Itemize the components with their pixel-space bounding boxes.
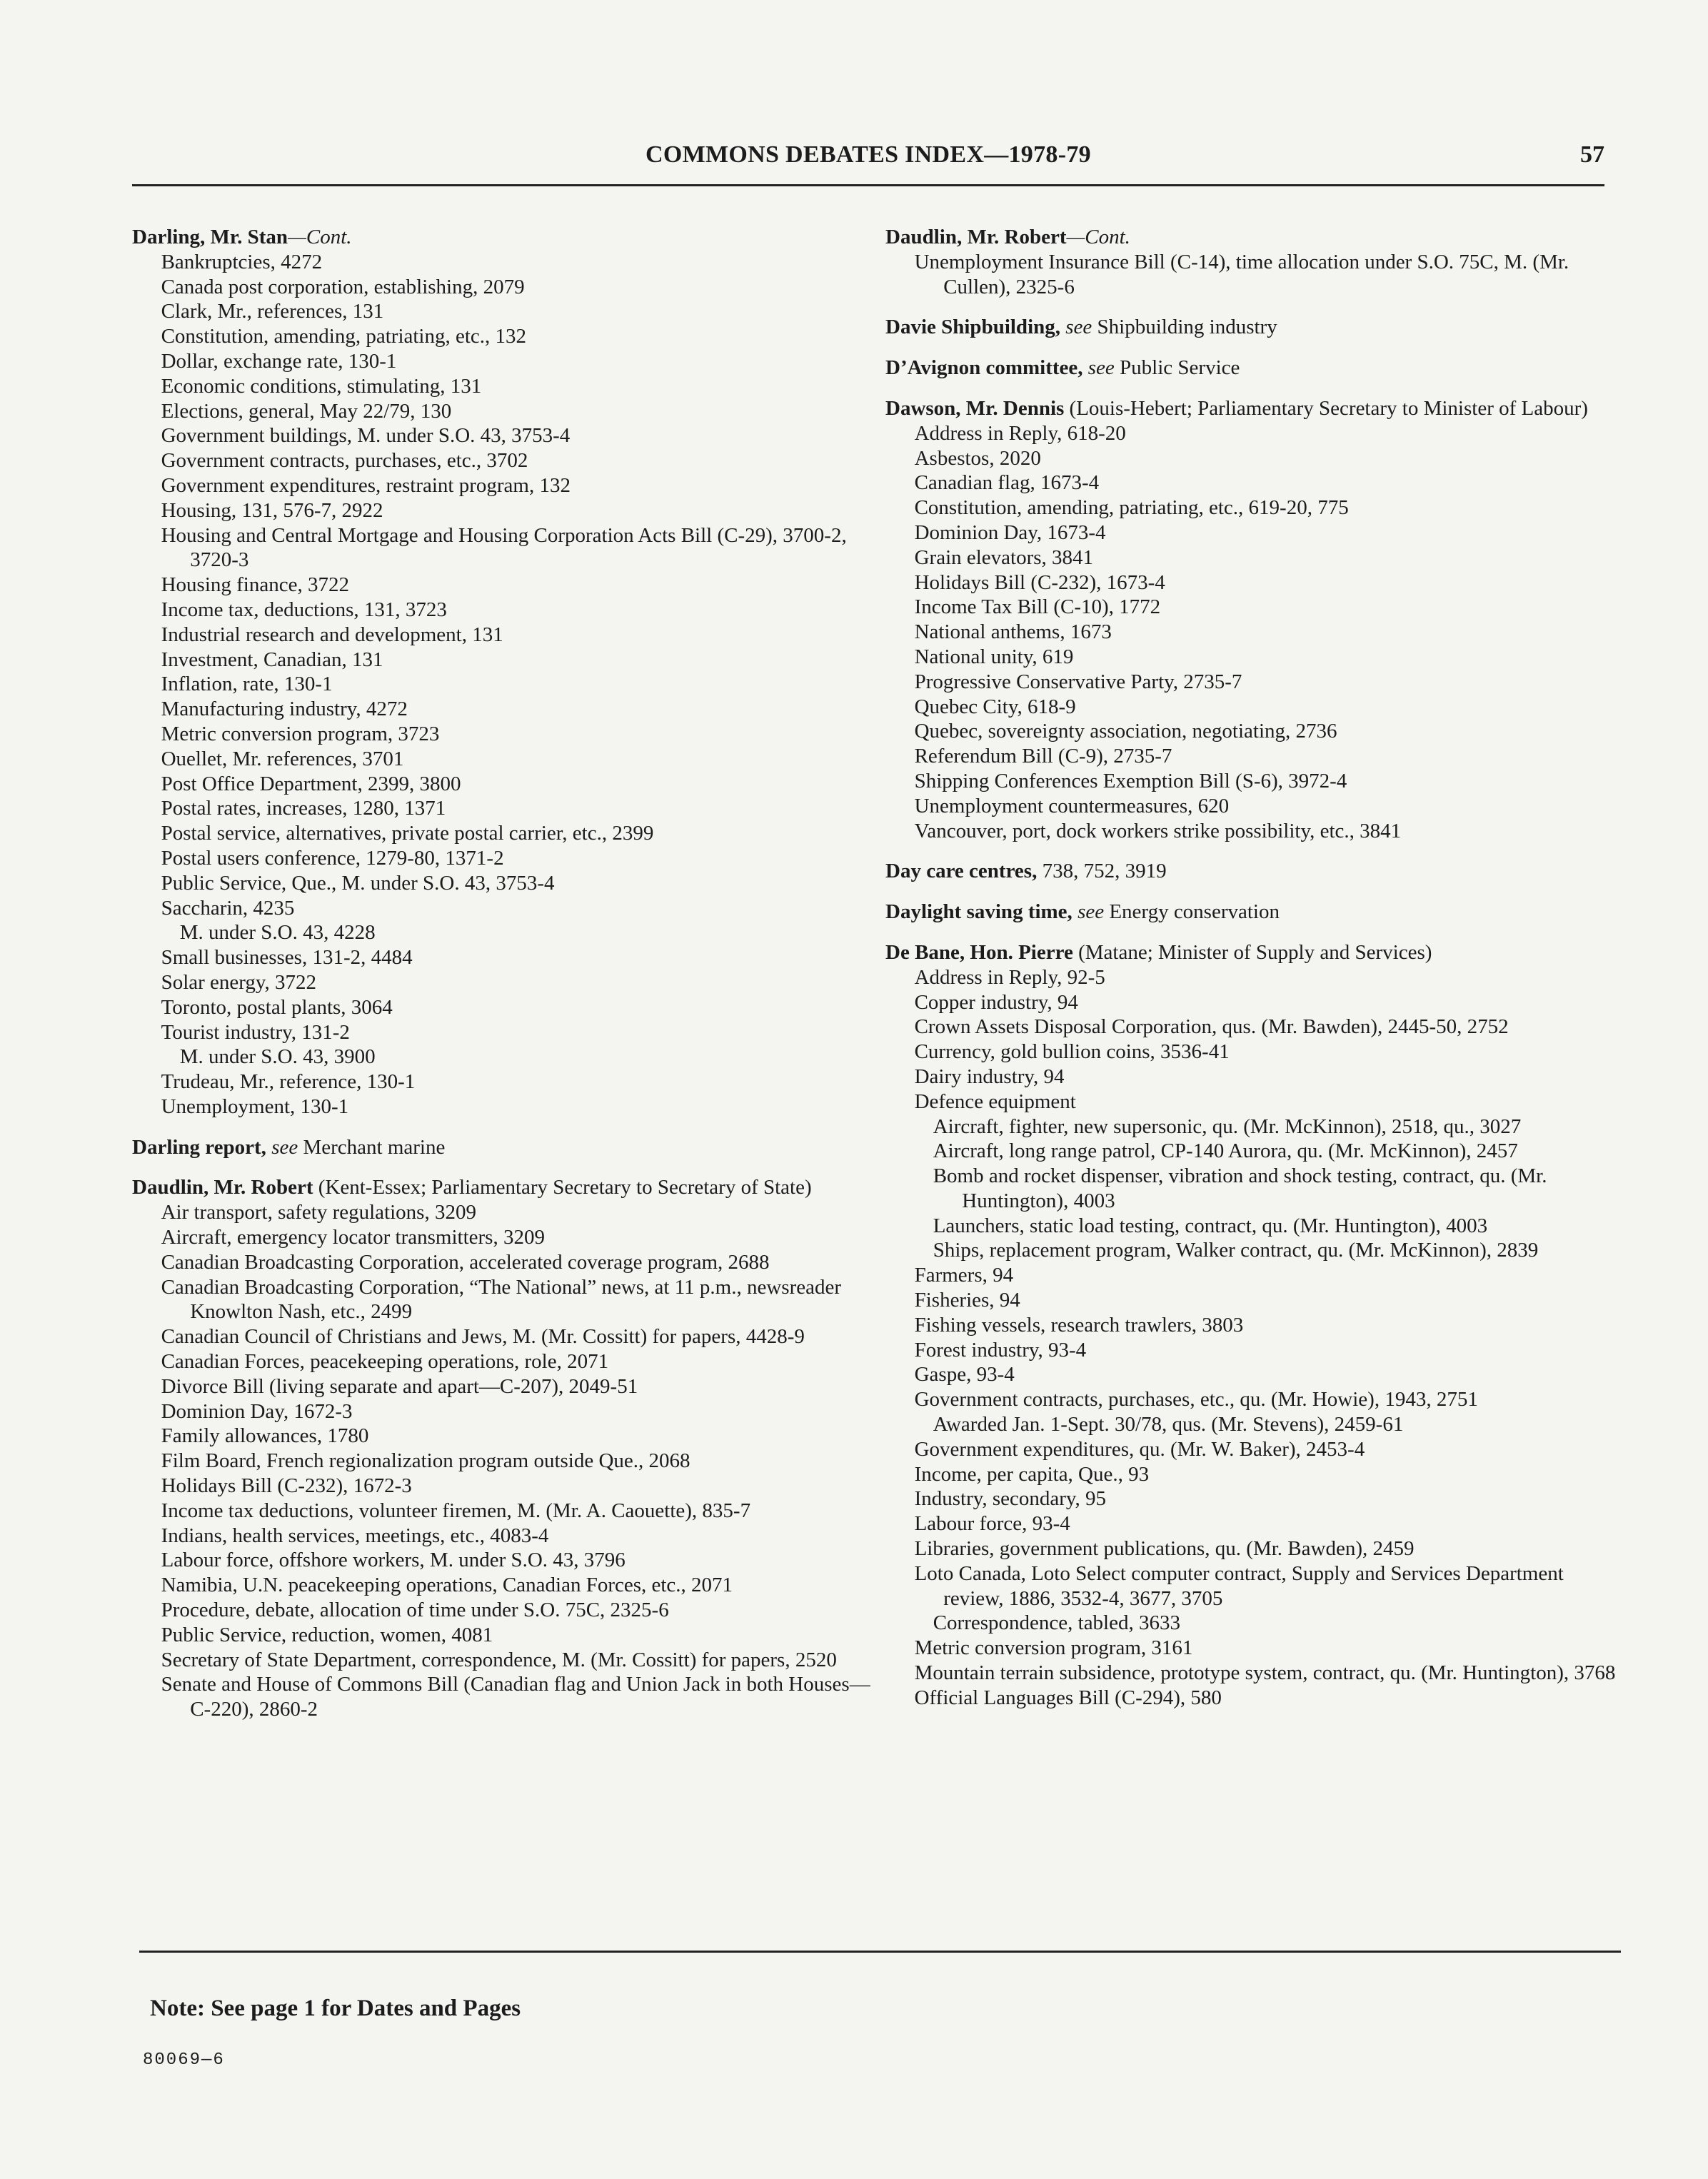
subentry: Constitution, amending, patriating, etc., 619-20, 775	[914, 496, 1349, 520]
entry-heading	[885, 396, 1624, 421]
index-entry	[132, 225, 889, 1119]
subentry: Senate and House of Commons Bill (Canadian flag and Union Jack in both Houses—C-220), 2860-2	[161, 1673, 870, 1721]
subentry: Copper industry, 94	[914, 990, 1078, 1014]
index-entry	[885, 356, 1624, 381]
subentry: Unemployment countermeasures, 620	[914, 794, 1230, 817]
sub-subentry: Ships, replacement program, Walker contract, qu. (Mr. McKinnon), 2839	[933, 1239, 1539, 1262]
subentry: Inflation, rate, 130-1	[161, 673, 333, 696]
subentry: Grain elevators, 3841	[914, 545, 1094, 569]
page-number: 57	[1580, 141, 1604, 168]
subentry: Industrial research and development, 131	[161, 623, 503, 646]
subentry: Family allowances, 1780	[161, 1424, 369, 1448]
header-rule	[132, 184, 1604, 186]
sub-subentry: M. under S.O. 43, 4228	[179, 921, 376, 945]
entry-heading	[885, 356, 1624, 381]
subentry: Income Tax Bill (C-10), 1772	[914, 595, 1161, 619]
subentry: Procedure, debate, allocation of time under S.O. 75C, 2325-6	[161, 1599, 669, 1622]
subentry: Holidays Bill (C-232), 1673-4	[914, 570, 1165, 594]
subentry: Government contracts, purchases, etc., 3702	[161, 449, 528, 473]
subentry: Clark, Mr., references, 131	[161, 300, 384, 323]
subentry: Mountain terrain subsidence, prototype system, contract, qu. (Mr. Huntington), 3768	[914, 1661, 1616, 1685]
subentry: Government buildings, M. under S.O. 43, 3753-4	[161, 424, 571, 448]
subentry: Namibia, U.N. peacekeeping operations, Canadian Forces, etc., 2071	[161, 1574, 733, 1597]
entry-name: Davie Shipbuilding,	[885, 316, 1060, 339]
subentry: Postal users conference, 1279-80, 1371-2	[161, 846, 504, 870]
entry-name: Darling, Mr. Stan	[132, 226, 288, 248]
subentry: Small businesses, 131-2, 4484	[161, 946, 413, 970]
entry-detail: (Louis-Hebert; Parliamentary Secretary to Minister of Labour)	[1069, 396, 1588, 420]
subentry: Bankruptcies, 4272	[161, 250, 323, 273]
subentry: Tourist industry, 131-2	[161, 1020, 350, 1044]
entry-heading	[132, 1135, 889, 1160]
sub-subentry: Launchers, static load testing, contract, qu. (Mr. Huntington), 4003	[933, 1214, 1488, 1237]
see-target: Merchant marine	[303, 1135, 446, 1159]
subentry: Referendum Bill (C-9), 2735-7	[914, 745, 1172, 768]
subentry: Indians, health services, meetings, etc., 4083-4	[161, 1524, 549, 1547]
subentry: National anthems, 1673	[914, 620, 1112, 644]
right-column	[885, 225, 1624, 1726]
subentry: Income tax deductions, volunteer firemen, M. (Mr. A. Caouette), 835-7	[161, 1499, 751, 1522]
subentry: Constitution, amending, patriating, etc., 132	[161, 325, 527, 348]
subentry: Metric conversion program, 3161	[914, 1636, 1193, 1660]
index-entry	[885, 940, 1624, 1711]
index-entry	[885, 396, 1624, 843]
footer-note: Note: See page 1 for Dates and Pages	[150, 1996, 521, 2021]
subentry: Fishing vessels, research trawlers, 3803	[914, 1313, 1244, 1337]
subentry: Solar energy, 3722	[161, 970, 317, 994]
entry-name: Daylight saving time,	[885, 900, 1072, 924]
subentry: Canadian Broadcasting Corporation, “The National” news, at 11 p.m., newsreader Knowlton Nash, etc., 2499	[161, 1275, 841, 1324]
subentry: Public Service, reduction, women, 4081	[161, 1623, 493, 1646]
subentry: Economic conditions, stimulating, 131	[161, 374, 482, 398]
continued-marker: —Cont.	[288, 226, 352, 248]
subentry: National unity, 619	[914, 645, 1074, 668]
subentry: Shipping Conferences Exemption Bill (S-6), 3972-4	[914, 769, 1347, 792]
subentry: Address in Reply, 92-5	[914, 965, 1105, 989]
subentry: Elections, general, May 22/79, 130	[161, 399, 452, 423]
running-title: COMMONS DEBATES INDEX—1978-79	[645, 141, 1091, 168]
subentry: Labour force, 93-4	[914, 1512, 1070, 1536]
sub-subentry: Aircraft, long range patrol, CP-140 Aurora, qu. (Mr. McKinnon), 2457	[933, 1139, 1518, 1163]
subentry: Farmers, 94	[914, 1264, 1014, 1287]
subentry: Loto Canada, Loto Select computer contract, Supply and Services Department review, 1886, 3532-4, 3677, 3705	[914, 1561, 1564, 1610]
subentry: Currency, gold bullion coins, 3536-41	[914, 1040, 1230, 1064]
see-target: Public Service	[1120, 356, 1240, 380]
subentry: Holidays Bill (C-232), 1672-3	[161, 1474, 412, 1498]
subentry: Fisheries, 94	[914, 1289, 1020, 1312]
footer-rule	[139, 1951, 1621, 1953]
entry-name: Dawson, Mr. Dennis	[885, 396, 1065, 420]
see-target: Energy conservation	[1109, 900, 1280, 924]
subentry: Crown Assets Disposal Corporation, qus. (Mr. Bawden), 2445-50, 2752	[914, 1015, 1509, 1039]
entry-detail: (Matane; Minister of Supply and Services)	[1078, 940, 1432, 964]
subentry: Defence equipment	[914, 1090, 1076, 1113]
subentry: Postal rates, increases, 1280, 1371	[161, 797, 446, 820]
subentry: Libraries, government publications, qu. (Mr. Bawden), 2459	[914, 1537, 1415, 1561]
subentry: Air transport, safety regulations, 3209	[161, 1201, 476, 1224]
index-entry	[885, 859, 1624, 884]
entry-name: Daudlin, Mr. Robert	[132, 1176, 313, 1199]
entry-name: Daudlin, Mr. Robert	[885, 226, 1067, 248]
subentry: Dominion Day, 1672-3	[161, 1399, 353, 1423]
subentry: Canadian Forces, peacekeeping operations, role, 2071	[161, 1350, 609, 1374]
subentry: Official Languages Bill (C-294), 580	[914, 1686, 1222, 1709]
entry-detail: 738, 752, 3919	[1042, 860, 1167, 883]
subentry: Canadian Broadcasting Corporation, accelerated coverage program, 2688	[161, 1250, 770, 1274]
subentry: Address in Reply, 618-20	[914, 421, 1126, 445]
subentry: Forest industry, 93-4	[914, 1338, 1087, 1362]
entry-detail: (Kent-Essex; Parliamentary Secretary to Secretary of State)	[318, 1176, 812, 1199]
subentry: Quebec, sovereignty association, negotiating, 2736	[914, 720, 1337, 743]
sub-subentry: M. under S.O. 43, 3900	[179, 1045, 376, 1069]
subentry: Postal service, alternatives, private postal carrier, etc., 2399	[161, 822, 654, 845]
page-header	[132, 141, 1604, 184]
continued-marker: —Cont.	[1066, 226, 1130, 248]
subentry: Dairy industry, 94	[914, 1065, 1065, 1088]
see-reference: see	[1087, 356, 1115, 380]
sub-subentry: Correspondence, tabled, 3633	[933, 1611, 1180, 1635]
document-code: 80069—6	[143, 2050, 225, 2070]
entry-name: Darling report,	[132, 1135, 266, 1159]
index-entry	[132, 1175, 889, 1722]
subentry: Canadian flag, 1673-4	[914, 471, 1100, 495]
left-column	[132, 225, 889, 1738]
subentry: Housing, 131, 576-7, 2922	[161, 498, 383, 522]
subentry: Trudeau, Mr., reference, 130-1	[161, 1070, 416, 1094]
see-reference: see	[1077, 900, 1105, 924]
subentry: Unemployment, 130-1	[161, 1094, 349, 1118]
subentry: Canada post corporation, establishing, 2079	[161, 275, 525, 298]
entry-name: Day care centres,	[885, 860, 1038, 883]
index-entry	[132, 1135, 889, 1160]
entry-heading	[132, 225, 889, 250]
index-entry	[885, 900, 1624, 925]
index-entry	[885, 225, 1624, 299]
sub-subentry: Bomb and rocket dispenser, vibration and shock testing, contract, qu. (Mr. Huntington), 4003	[933, 1164, 1547, 1212]
entry-heading	[132, 1175, 889, 1200]
subentry: Income tax, deductions, 131, 3723	[161, 598, 447, 621]
subentry: Divorce Bill (living separate and apart—C-207), 2049-51	[161, 1374, 638, 1398]
see-target: Shipbuilding industry	[1097, 316, 1277, 339]
subentry: Unemployment Insurance Bill (C-14), time allocation under S.O. 75C, M. (Mr. Cullen), 2325-6	[914, 250, 1569, 298]
subentry: Saccharin, 4235	[161, 896, 295, 920]
entry-heading	[885, 225, 1624, 250]
subentry: Government contracts, purchases, etc., qu. (Mr. Howie), 1943, 2751	[914, 1388, 1478, 1411]
see-reference: see	[1065, 316, 1092, 339]
subentry: Ouellet, Mr. references, 3701	[161, 747, 404, 770]
subentry: Toronto, postal plants, 3064	[161, 995, 393, 1019]
entry-heading	[885, 940, 1624, 965]
subentry: Public Service, Que., M. under S.O. 43, 3753-4	[161, 871, 555, 895]
subentry: Manufacturing industry, 4272	[161, 698, 408, 721]
subentry: Quebec City, 618-9	[914, 695, 1076, 718]
subentry: Income, per capita, Que., 93	[914, 1462, 1150, 1486]
subentry: Industry, secondary, 95	[914, 1487, 1107, 1511]
subentry: Metric conversion program, 3723	[161, 722, 440, 745]
entry-name: De Bane, Hon. Pierre	[885, 940, 1073, 964]
subentry: Gaspe, 93-4	[914, 1363, 1015, 1387]
subentry: Secretary of State Department, correspondence, M. (Mr. Cossitt) for papers, 2520	[161, 1648, 837, 1671]
see-reference: see	[271, 1135, 298, 1159]
entry-heading	[885, 900, 1624, 925]
subentry: Dominion Day, 1673-4	[914, 520, 1106, 544]
subentry: Asbestos, 2020	[914, 446, 1041, 470]
sub-subentry: Aircraft, fighter, new supersonic, qu. (Mr. McKinnon), 2518, qu., 3027	[933, 1114, 1522, 1138]
subentry: Investment, Canadian, 131	[161, 648, 383, 671]
subentry: Post Office Department, 2399, 3800	[161, 772, 461, 795]
subentry: Canadian Council of Christians and Jews, M. (Mr. Cossitt) for papers, 4428-9	[161, 1325, 805, 1349]
subentry: Progressive Conservative Party, 2735-7	[914, 670, 1242, 693]
subentry: Aircraft, emergency locator transmitters, 3209	[161, 1226, 545, 1249]
index-entry	[885, 315, 1624, 340]
subentry: Government expenditures, qu. (Mr. W. Baker), 2453-4	[914, 1437, 1365, 1461]
subentry: Vancouver, port, dock workers strike possibility, etc., 3841	[914, 819, 1402, 842]
subentry: Government expenditures, restraint program, 132	[161, 473, 571, 497]
entry-name: D’Avignon committee,	[885, 356, 1083, 380]
entry-heading	[885, 859, 1624, 884]
subentry: Housing finance, 3722	[161, 573, 349, 597]
subentry: Labour force, offshore workers, M. under S.O. 43, 3796	[161, 1549, 626, 1572]
sub-subentry: Awarded Jan. 1-Sept. 30/78, qus. (Mr. Stevens), 2459-61	[933, 1413, 1404, 1436]
entry-heading	[885, 315, 1624, 340]
subentry: Film Board, French regionalization program outside Que., 2068	[161, 1449, 690, 1473]
subentry: Dollar, exchange rate, 130-1	[161, 349, 397, 373]
subentry: Housing and Central Mortgage and Housing Corporation Acts Bill (C-29), 3700-2, 3720-3	[161, 523, 847, 572]
